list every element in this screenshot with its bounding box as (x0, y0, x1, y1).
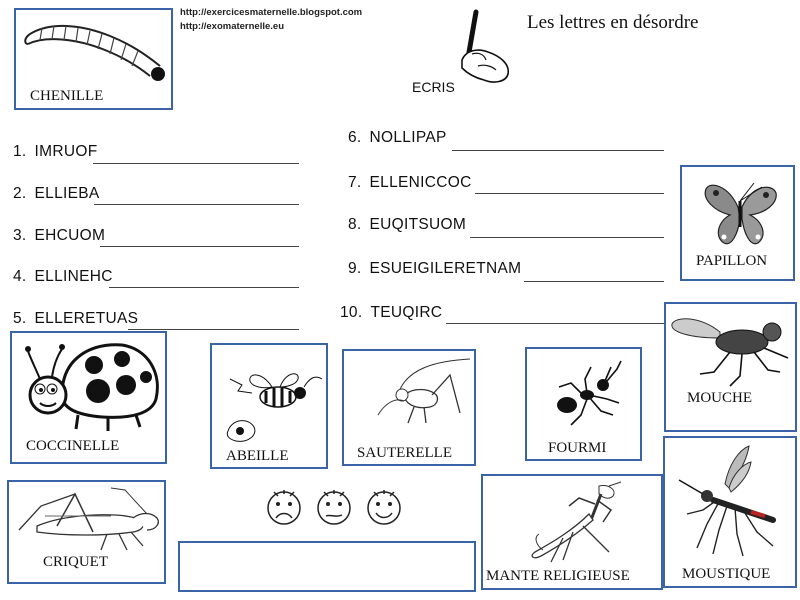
answer-line-6[interactable] (452, 150, 664, 151)
exercise-1: 1. IMRUOF (13, 143, 98, 160)
exercise-4: 4. ELLINEHC (13, 268, 113, 285)
mantis-icon (513, 480, 633, 566)
answer-line-9[interactable] (524, 281, 664, 282)
label-mouche: MOUCHE (687, 390, 753, 406)
ecris-label: ECRIS (412, 79, 455, 95)
exercise-10: 10. TEUQIRC (340, 304, 443, 321)
card-papillon (680, 165, 795, 281)
label-abeille: ABEILLE (226, 448, 289, 464)
fly-icon (670, 310, 794, 390)
answer-line-3[interactable] (100, 246, 299, 247)
label-mante: MANTE RELIGIEUSE (486, 568, 630, 584)
card-mante (481, 474, 663, 590)
card-moustique (663, 436, 797, 588)
answer-line-2[interactable] (94, 204, 299, 205)
exercise-3: 3. EHCUOM (13, 227, 106, 244)
answer-line-7[interactable] (475, 193, 664, 194)
caterpillar-icon (20, 14, 170, 84)
page-title: Les lettres en désordre (527, 12, 699, 33)
exercise-9: 9. ESUEIGILERETNAM (348, 260, 522, 277)
grasshopper-icon (374, 357, 474, 437)
mosquito-icon (673, 444, 793, 564)
faces-icon (262, 482, 402, 532)
label-chenille: CHENILLE (30, 88, 104, 104)
card-coccinelle (10, 331, 167, 464)
exercise-6: 6. NOLLIPAP (348, 129, 447, 146)
cricket-icon (15, 486, 163, 552)
label-papillon: PAPILLON (696, 253, 768, 269)
card-fourmi (525, 347, 642, 461)
ant-icon (541, 359, 631, 429)
source-url-1: http://exercicesmaternelle.blogspot.com (180, 7, 363, 18)
answer-line-1[interactable] (93, 163, 299, 164)
answer-box[interactable] (178, 541, 476, 592)
exercise-7: 7. ELLENICCOC (348, 174, 472, 191)
label-criquet: CRIQUET (43, 554, 108, 570)
label-sauterelle: SAUTERELLE (357, 445, 452, 461)
answer-line-10[interactable] (446, 323, 664, 324)
answer-line-8[interactable] (470, 237, 664, 238)
card-abeille (210, 343, 328, 469)
ladybug-icon (22, 337, 162, 432)
label-coccinelle: COCCINELLE (26, 438, 120, 454)
card-sauterelle (342, 349, 476, 466)
butterfly-icon (700, 177, 780, 252)
writing-hand-icon (448, 8, 518, 88)
card-mouche (664, 302, 797, 432)
answer-line-5[interactable] (128, 329, 299, 330)
card-chenille (14, 8, 173, 110)
exercise-2: 2. ELLIEBA (13, 185, 100, 202)
card-criquet (7, 480, 166, 584)
exercise-8: 8. EUQITSUOM (348, 216, 467, 233)
exercise-5: 5. ELLERETUAS (13, 310, 139, 327)
label-fourmi: FOURMI (548, 440, 607, 456)
source-url-2: http://exomaternelle.eu (180, 21, 284, 32)
label-moustique: MOUSTIQUE (682, 566, 771, 582)
answer-line-4[interactable] (109, 287, 299, 288)
bee-icon (218, 369, 324, 449)
